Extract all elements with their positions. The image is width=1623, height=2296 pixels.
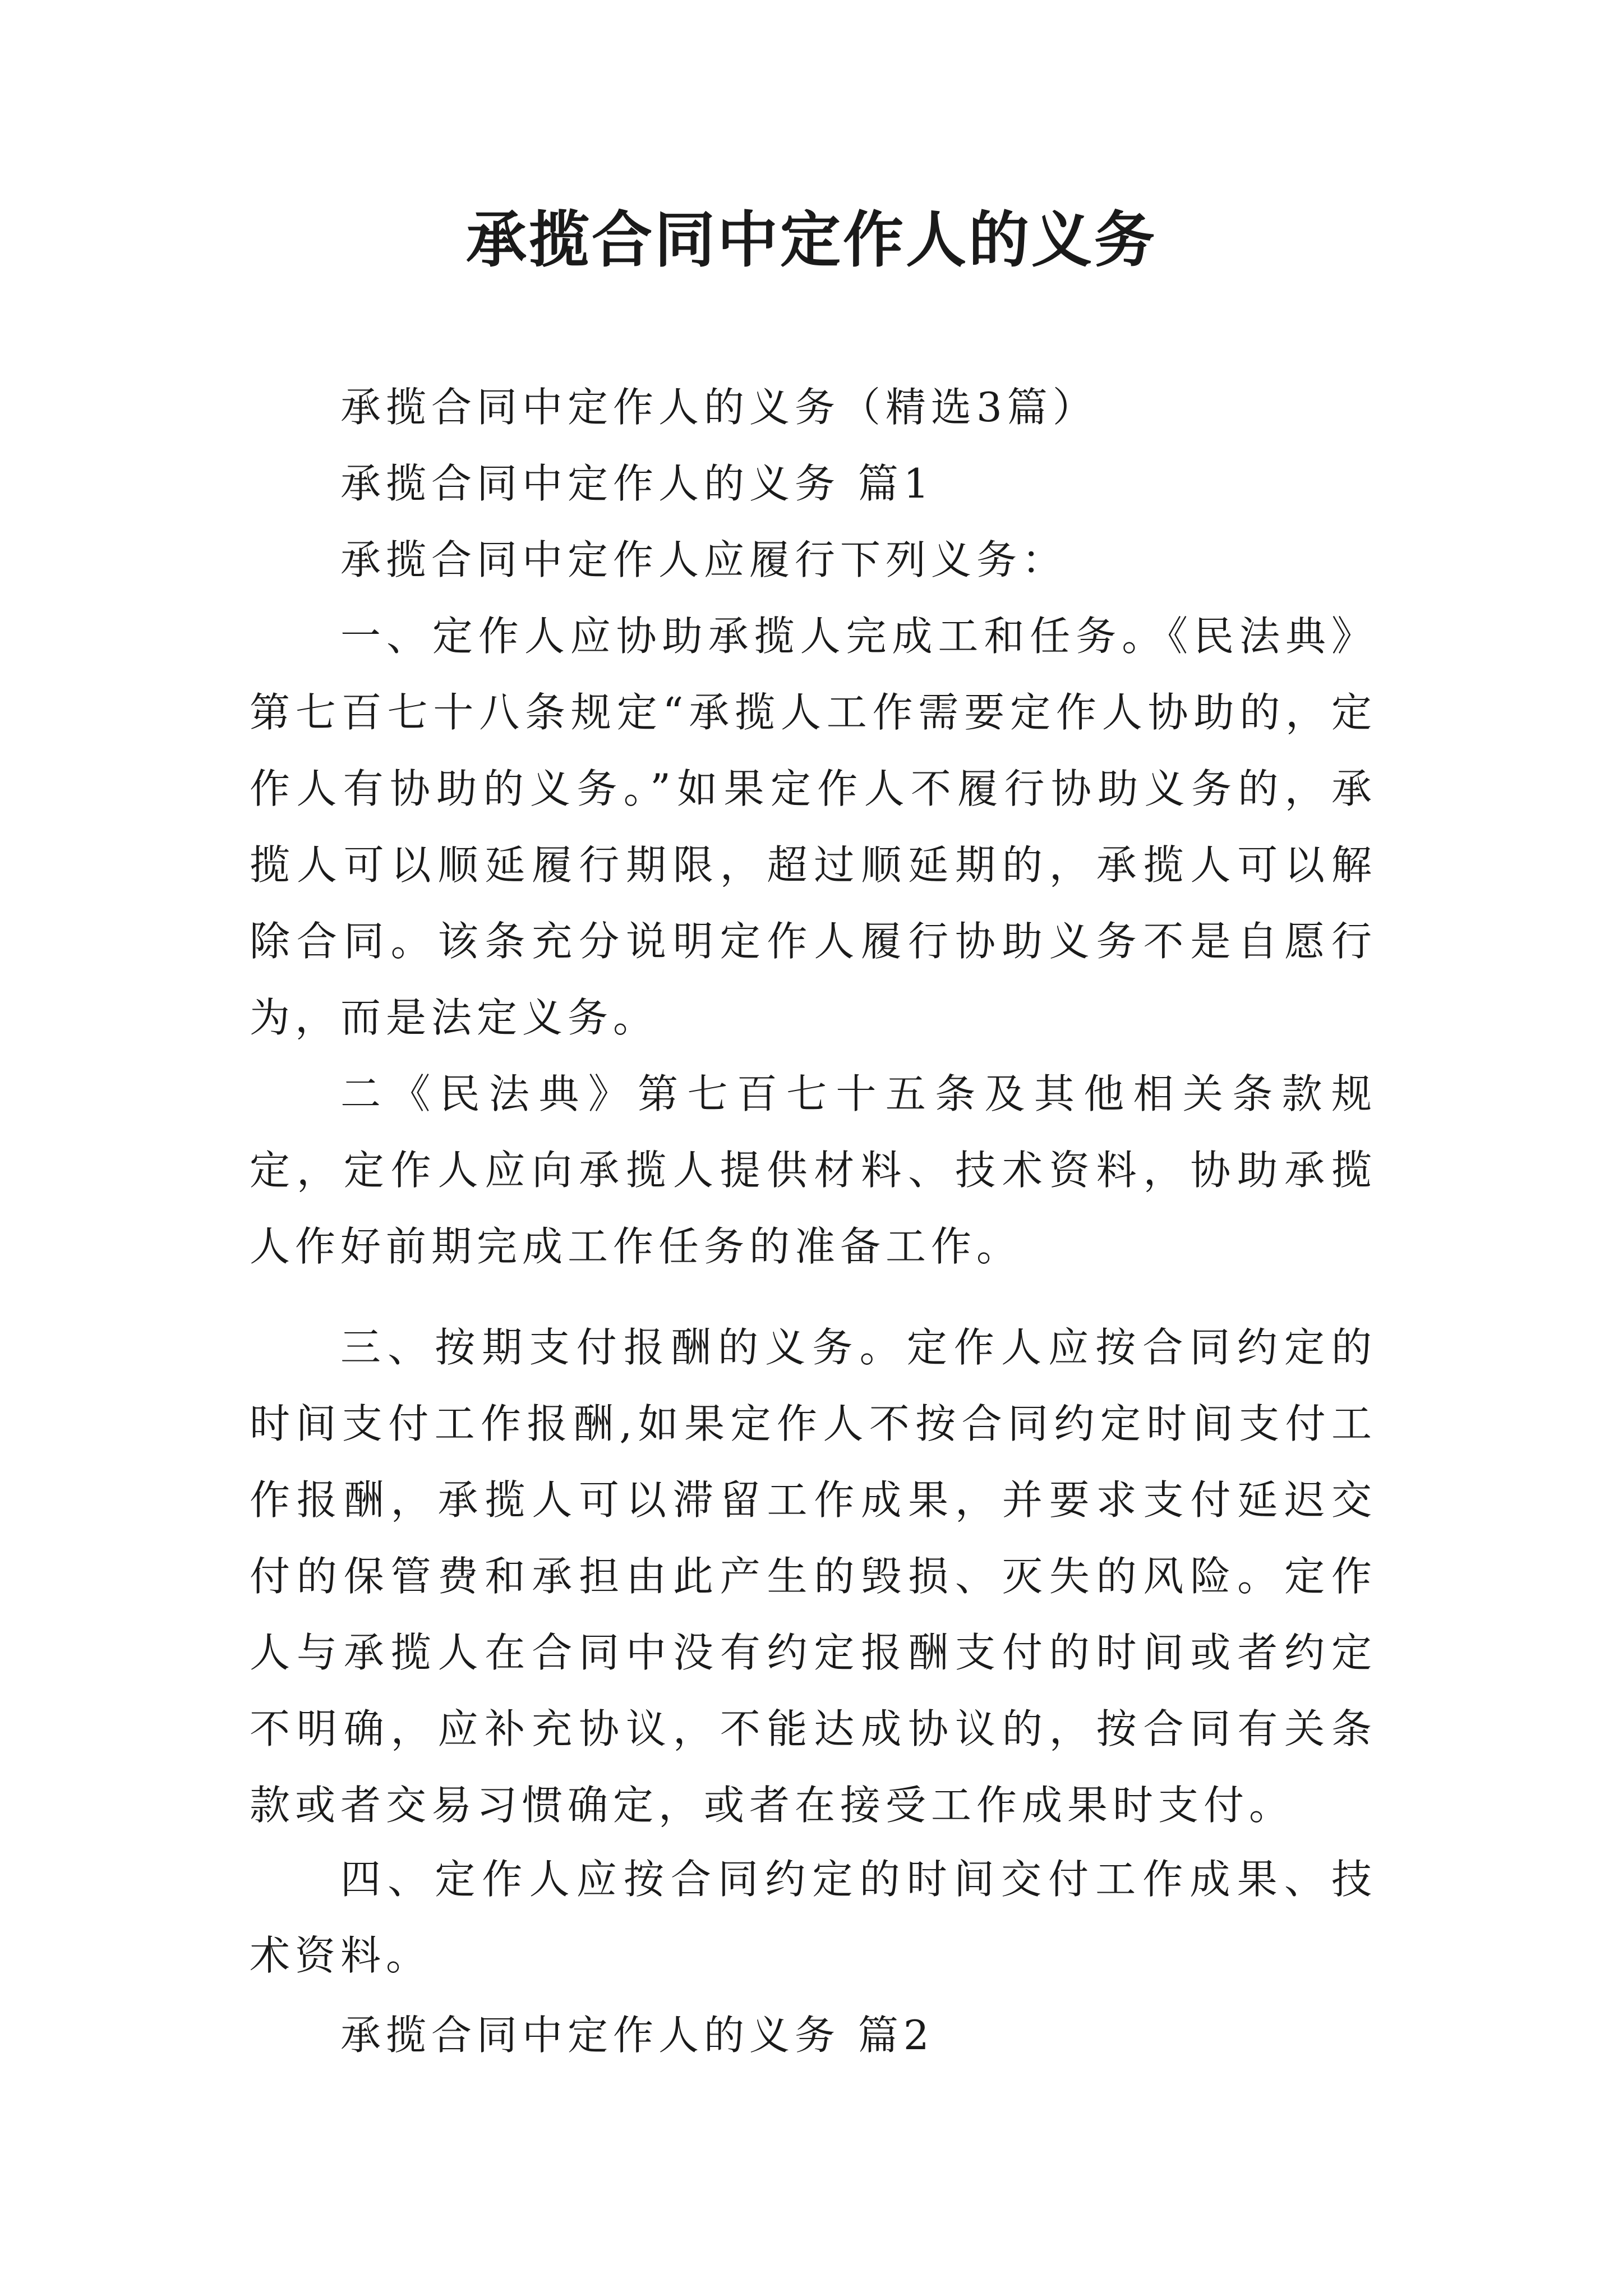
document-subtitle: 承揽合同中定作人的义务（精选3篇） — [340, 384, 1098, 431]
intro-line: 承揽合同中定作人应履行下列义务： — [340, 536, 1068, 583]
document-title: 承揽合同中定作人的义务 — [465, 205, 1157, 275]
paragraph-2: 二《民法典》第七百七十五条及其他相关条款规定，定作人应向承揽人提供材料、技术资料，协助承揽人作好前期完成工作任务的准备工作。 — [250, 1070, 1377, 1270]
paragraph-3: 三、按期支付报酬的义务。定作人应按合同约定的时间支付工作报酬,如果定作人不按合同约定时间支付工作报酬，承揽人可以滞留工作成果，并要求支付延迟交付的保管费和承担由此产生的毁损、灭失的风险。定作人与承揽人在合同中没有约定报酬支付的时间或者约定不明确，应补充协议，不能达成协议的，按合同有关条款或者交易习惯确定，或者在接受工作成果时支付。 — [250, 1324, 1377, 1829]
paragraph-4: 四、定作人应按合同约定的时间交付工作成果、技术资料。 — [250, 1856, 1377, 1979]
section-heading-1: 承揽合同中定作人的义务 篇1 — [340, 460, 934, 507]
paragraph-1: 一、定作人应协助承揽人完成工和任务。《民法典》第七百七十八条规定“承揽人工作需要定作人协助的，定作人有协助的义务。”如果定作人不履行协助义务的，承揽人可以顺延履行期限，超过顺延期的，承揽人可以解除合同。该条充分说明定作人履行协助义务不是自愿行为，而是法定义务。 — [250, 613, 1377, 1041]
section-heading-2: 承揽合同中定作人的义务 篇2 — [340, 2012, 934, 2059]
